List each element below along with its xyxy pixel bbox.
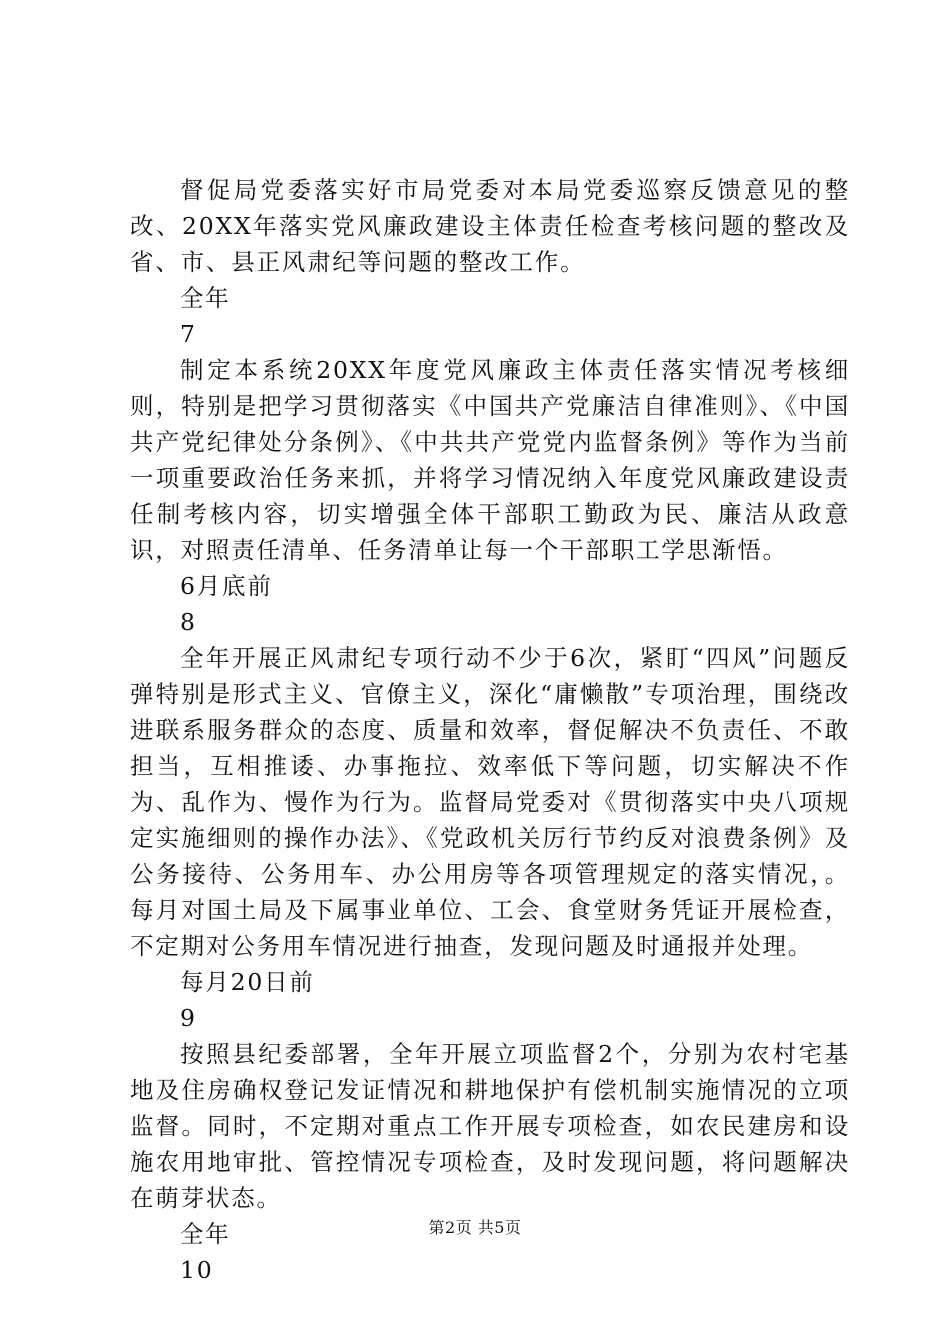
task-number: 7 xyxy=(180,320,197,348)
task-number: 10 xyxy=(180,1256,214,1284)
task-description: 督促局党委落实好市局党委对本局党委巡察反馈意见的整改、20XX年落实党风廉政建设主体责任检查考核问题的整改及省、市、县正风肃纪等问题的整改工作。 xyxy=(130,176,850,276)
task-deadline: 全年 xyxy=(180,1220,231,1248)
page-footer: 第2页 共5页 xyxy=(428,1218,522,1237)
task-description: 制定本系统20XX年度党风廉政主体责任落实情况考核细则，特别是把学习贯彻落实《中国共产党廉洁自律准则》、《中国共产党纪律处分条例》、《中共共产党党内监督条例》等作为当前一项重要政治任务来抓，并将学习情况纳入年度党风廉政建设责任制考核内容，切实增强全体干部职工勤政为民、廉洁从政意识，对照责任清单、任务清单让每一个干部职工学思渐悟。 xyxy=(130,356,850,564)
document-body xyxy=(130,172,850,1288)
task-number: 8 xyxy=(180,608,197,636)
task-number: 9 xyxy=(180,1004,197,1032)
task-description: 全年开展正风肃纪专项行动不少于6次，紧盯“四风”问题反弹特别是形式主义、官僚主义，深化“庸懒散”专项治理，围绕改进联系服务群众的态度、质量和效率，督促解决不负责任、不敢担当，互相推诿、办事拖拉、效率低下等问题，切实解决不作为、乱作为、慢作为行为。监督局党委对《贯彻落实中央八项规定实施细则的操作办法》、《党政机关厉行节约反对浪费条例》及公务接待、公务用车、办公用房等各项管理规定的落实情况，。每月对国土局及下属事业单位、工会、食堂财务凭证开展检查，不定期对公务用车情况进行抽查，发现问题及时通报并处理。 xyxy=(130,644,851,960)
task-deadline: 每月20日前 xyxy=(180,968,315,996)
task-deadline: 全年 xyxy=(180,284,231,312)
task-deadline: 6月底前 xyxy=(180,572,273,600)
task-description: 按照县纪委部署，全年开展立项监督2个，分别为农村宅基地及住房确权登记发证情况和耕地保护有偿机制实施情况的立项监督。同时，不定期对重点工作开展专项检查，如农民建房和设施农用地审批、管控情况专项检查，及时发现问题，将问题解决在萌芽状态。 xyxy=(130,1040,850,1212)
